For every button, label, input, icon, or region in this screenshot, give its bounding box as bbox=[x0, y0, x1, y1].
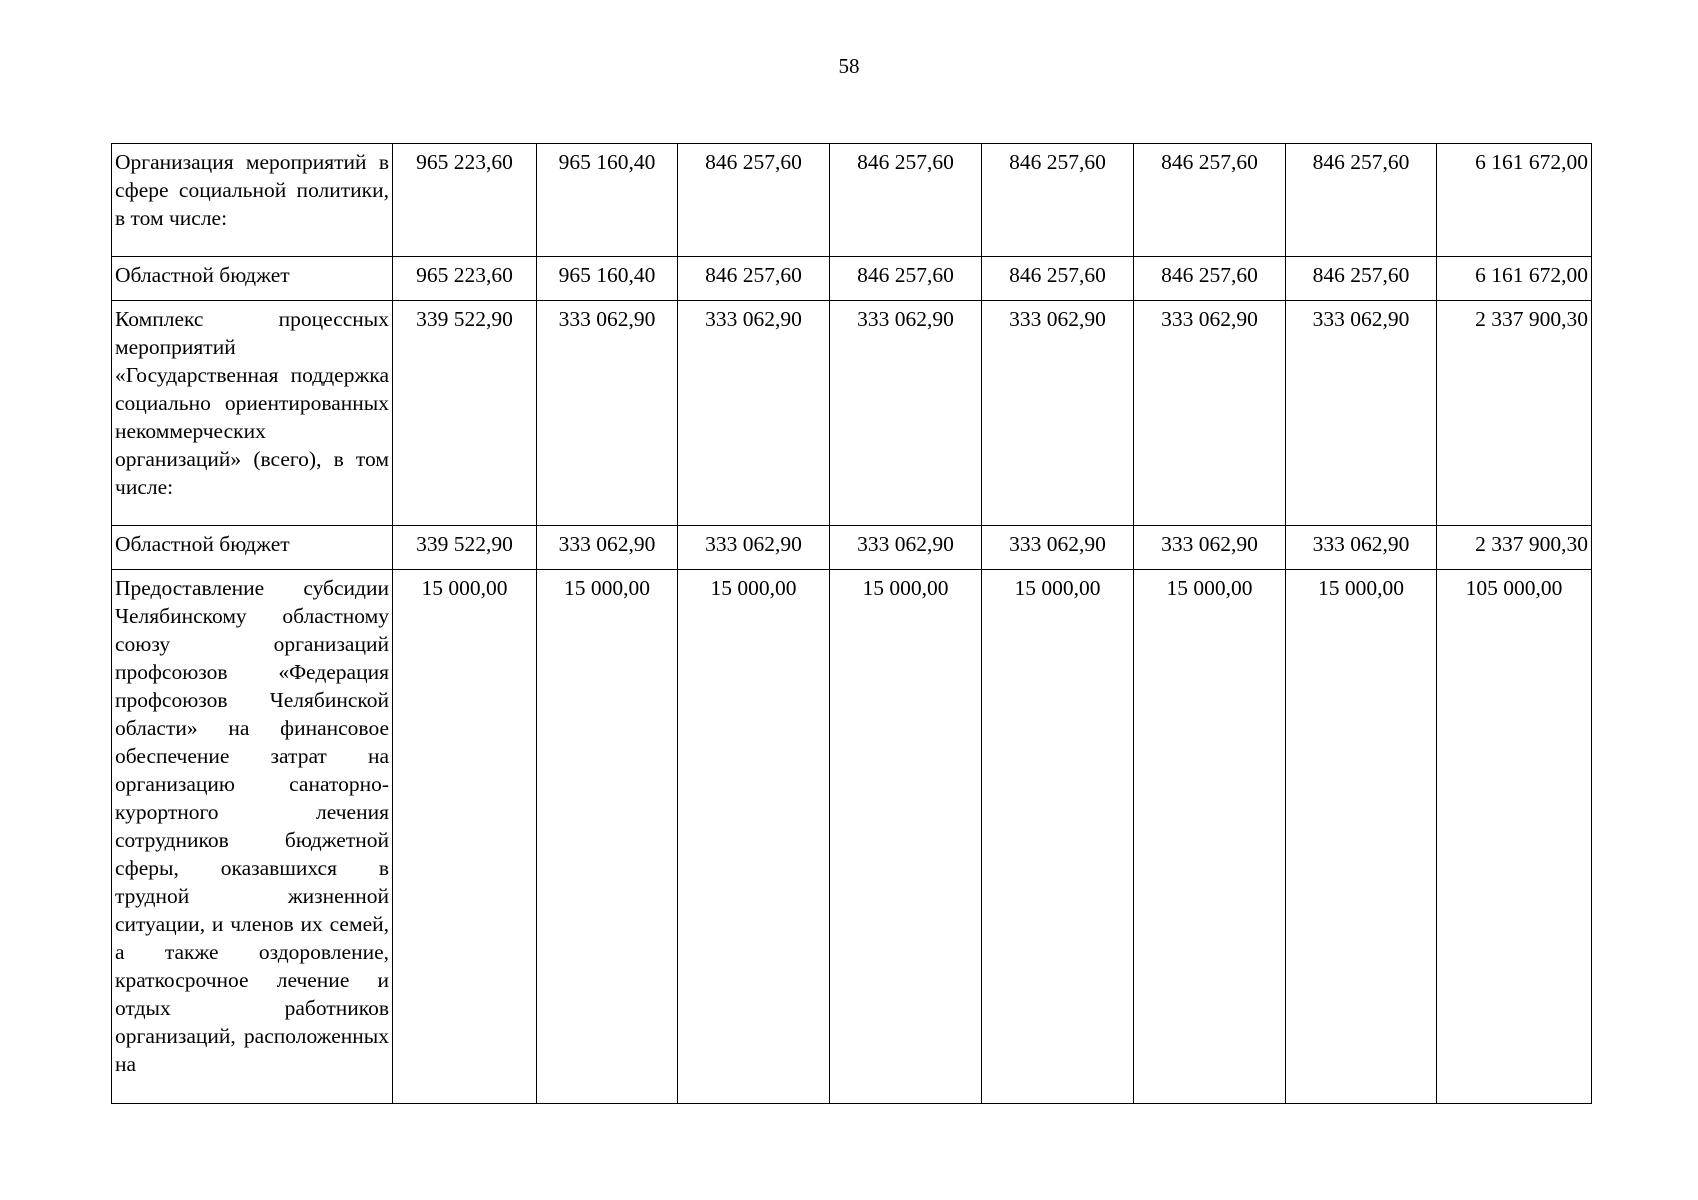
value-cell: 846 257,60 bbox=[1286, 144, 1437, 257]
budget-table bbox=[111, 143, 1592, 1104]
row-label: Комплекс процессных мероприятий «Государственная поддержка социально ориентированных некоммерческих организаций» (всего), в том числе: bbox=[112, 301, 393, 526]
value-cell: 333 062,90 bbox=[537, 526, 678, 570]
value-cell: 15 000,00 bbox=[537, 570, 678, 1104]
value-cell: 333 062,90 bbox=[1134, 526, 1286, 570]
value-cell: 965 223,60 bbox=[393, 257, 537, 301]
value-cell: 846 257,60 bbox=[1134, 257, 1286, 301]
value-cell: 333 062,90 bbox=[678, 526, 830, 570]
total-cell: 2 337 900,30 bbox=[1437, 301, 1592, 526]
value-cell: 333 062,90 bbox=[982, 301, 1134, 526]
value-cell: 965 223,60 bbox=[393, 144, 537, 257]
value-cell: 333 062,90 bbox=[830, 526, 982, 570]
value-cell: 15 000,00 bbox=[678, 570, 830, 1104]
table-row bbox=[112, 570, 1592, 1104]
total-cell: 2 337 900,30 bbox=[1437, 526, 1592, 570]
value-cell: 965 160,40 bbox=[537, 144, 678, 257]
value-cell: 339 522,90 bbox=[393, 301, 537, 526]
total-cell: 6 161 672,00 bbox=[1437, 257, 1592, 301]
row-label: Организация мероприятий в сфере социальной политики, в том числе: bbox=[112, 144, 393, 257]
value-cell: 339 522,90 bbox=[393, 526, 537, 570]
row-label: Областной бюджет bbox=[112, 257, 393, 301]
value-cell: 333 062,90 bbox=[1286, 301, 1437, 526]
value-cell: 846 257,60 bbox=[678, 257, 830, 301]
value-cell: 333 062,90 bbox=[982, 526, 1134, 570]
value-cell: 846 257,60 bbox=[982, 144, 1134, 257]
value-cell: 15 000,00 bbox=[393, 570, 537, 1104]
table-row bbox=[112, 257, 1592, 301]
table-row bbox=[112, 144, 1592, 257]
value-cell: 15 000,00 bbox=[982, 570, 1134, 1104]
row-label: Предоставление субсидии Челябинскому областному союзу организаций профсоюзов «Федерация профсоюзов Челябинской области» на финансовое обеспечение затрат на организацию санаторно-курортного лечения сотрудников бюджетной сферы, оказавшихся в трудной жизненной ситуации, и членов их семей, а также оздоровление, краткосрочное лечение и отдых работников организаций, расположенных на bbox=[112, 570, 393, 1104]
total-cell: 105 000,00 bbox=[1437, 570, 1592, 1104]
value-cell: 333 062,90 bbox=[537, 301, 678, 526]
table-row bbox=[112, 526, 1592, 570]
value-cell: 333 062,90 bbox=[678, 301, 830, 526]
page-number: 58 bbox=[838, 54, 860, 78]
value-cell: 846 257,60 bbox=[1286, 257, 1437, 301]
value-cell: 846 257,60 bbox=[982, 257, 1134, 301]
value-cell: 965 160,40 bbox=[537, 257, 678, 301]
value-cell: 333 062,90 bbox=[1286, 526, 1437, 570]
value-cell: 846 257,60 bbox=[830, 144, 982, 257]
total-cell: 6 161 672,00 bbox=[1437, 144, 1592, 257]
value-cell: 846 257,60 bbox=[830, 257, 982, 301]
value-cell: 333 062,90 bbox=[830, 301, 982, 526]
table-row bbox=[112, 301, 1592, 526]
value-cell: 333 062,90 bbox=[1134, 301, 1286, 526]
value-cell: 15 000,00 bbox=[830, 570, 982, 1104]
row-label: Областной бюджет bbox=[112, 526, 393, 570]
value-cell: 15 000,00 bbox=[1134, 570, 1286, 1104]
value-cell: 846 257,60 bbox=[678, 144, 830, 257]
value-cell: 846 257,60 bbox=[1134, 144, 1286, 257]
value-cell: 15 000,00 bbox=[1286, 570, 1437, 1104]
